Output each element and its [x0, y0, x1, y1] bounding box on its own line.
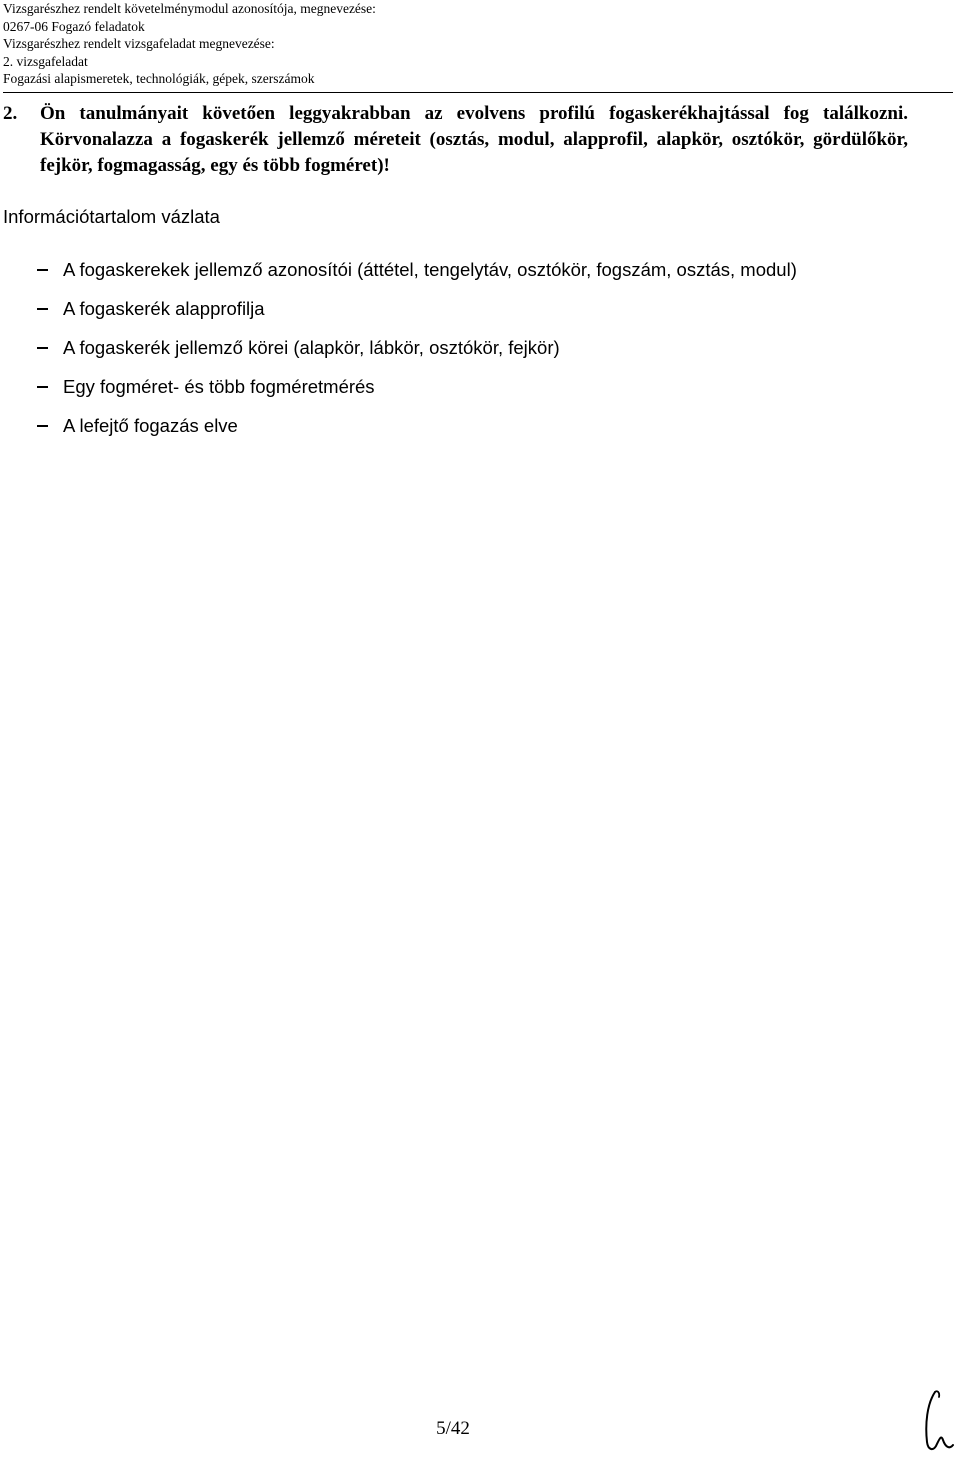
dash-bullet-icon: [37, 269, 48, 271]
header-task-number: 2. vizsgafeladat: [3, 53, 88, 69]
dash-bullet-icon: [37, 425, 48, 427]
header-module-label: Vizsgarészhez rendelt követelménymodul azonosítója, megnevezése:: [3, 1, 376, 16]
dash-bullet-icon: [37, 347, 48, 349]
header-task-label: Vizsgarészhez rendelt vizsgafeladat megnevezése:: [3, 36, 275, 52]
list-item-text: A lefejtő fogazás elve: [63, 415, 238, 436]
list-item-text: A fogaskerekek jellemző azonosítói (áttétel, tengelytáv, osztókör, fogszám, osztás, modul): [63, 259, 797, 280]
page-number: 5/42: [436, 1418, 470, 1439]
header-module-value: 0267-06 Fogazó feladatok: [3, 18, 145, 34]
list-item-text: Egy fogméret- és több fogméretmérés: [63, 376, 375, 397]
question-block: [3, 101, 908, 179]
dash-bullet-icon: [37, 386, 48, 388]
question-text: Ön tanulmányait követően leggyakrabban az evolvens profilú fogaskerékhajtással fog találkozni. Körvonalazza a fogaskerék jellemző méreteit (osztás, modul, alapprofil, alapkör, osztókör, gördülőkör, fejkör, fogmagasság, egy és több fogméret)!: [40, 103, 908, 176]
dash-bullet-icon: [37, 308, 48, 310]
list-item-text: A fogaskerék jellemző körei (alapkör, lábkör, osztókör, fejkör): [63, 337, 560, 358]
handwritten-signature-icon: [921, 1388, 957, 1454]
document-header: [3, 0, 953, 93]
question-number: 2.: [3, 103, 18, 124]
info-section-title: Információtartalom vázlata: [3, 206, 220, 227]
list-item-text: A fogaskerék alapprofilja: [63, 298, 265, 319]
header-task-title: Fogazási alapismeretek, technológiák, gépek, szerszámok: [3, 71, 315, 87]
